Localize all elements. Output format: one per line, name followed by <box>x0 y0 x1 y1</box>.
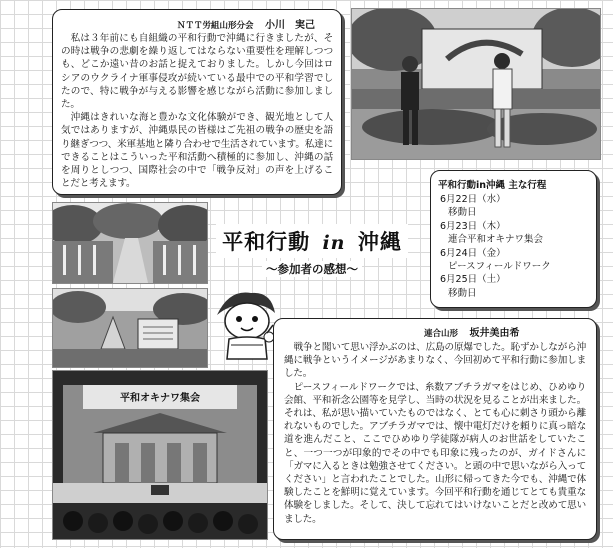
stage-banner-text: 平和オキナワ集会 <box>120 393 200 404</box>
paragraph: 戦争と聞いて思い浮かぶのは、広島の原爆でした。恥ずかしながら沖縄に戦争というイメージがあまりなく、今回初めて平和行動に参加しました。 <box>284 342 586 380</box>
memorial-photo-illustration <box>53 289 207 367</box>
article-box-sakai <box>273 318 597 540</box>
paragraph: 私は３年前にも自組織の平和行動で沖縄に行きましたが、その時は戦争の悲劇を繰り返してはならない重要性を理解しつつも、どこか遠い昔のお話と捉えておりました。しかし今回はロシアのウクライナ軍事侵攻が続いている最中での平和学習でしたので、特に戦争が与える影響を感じながら活動に参加しました。 <box>61 33 333 111</box>
headline-part: 沖縄 <box>357 229 402 254</box>
schedule-date: 6月22日（水） <box>440 194 506 205</box>
article-body-ogawa <box>61 32 333 190</box>
article-body-sakai <box>284 341 586 526</box>
headline-part: 平和行動 <box>222 229 311 254</box>
byline-sakai <box>424 324 520 339</box>
schedule-date: 6月25日（土） <box>440 274 506 286</box>
schedule-list <box>438 193 593 300</box>
photo-rally-stage <box>52 370 268 540</box>
headline-in: in <box>322 232 346 254</box>
schedule-event: 連合平和オキナワ集会 <box>448 234 544 246</box>
author-org: ＮＴＴ労組山形分会 <box>177 21 254 31</box>
byline-ogawa <box>177 16 315 31</box>
schedule-date: 6月23日（木） <box>440 220 506 232</box>
photo-memorial-stones <box>52 288 208 368</box>
schedule-box <box>430 170 597 308</box>
paragraph: ピースフィールドワークでは、糸数アブチラガマをはじめ、ひめゆり会館、平和祈念公園等を見学し、当時の状況を見ることが出来ました。それは、私が思い描いていたものではなく、とても心に刺さり頭から離れないものでした。アブチラガマでは、懐中電灯だけを頼りに真っ暗な道を進んだこと、ここでひめゆり学徒隊が病人のお世話をしていたこと、一つ一つが印象的でその中でも印象に残ったのが、ガイドさんに「ガマに入るときは勉強させてください。と頭の中で思いながら入ってください」と言われたことでした。山形に帰ってきた今でも、沖縄で体験したことを鮮明に覚えています。今回平和行動を通じてとても貴重な体験をしました。そして、決して忘れてはいけないことだと改めて思いました。 <box>284 381 586 525</box>
monument-photo-illustration <box>352 9 600 159</box>
photo-park-walkway <box>52 202 208 284</box>
paragraph: 沖縄はきれいな海と豊かな文化体験ができ、観光地として人気ではありますが、沖縄県民の皆様はご先祖の戦争の歴史を語り継ぎつつ、米軍基地と隣り合わせで生活されています。私達にできることはこういった平和活動へ積極的に参加し、沖縄の話を周りとしつつ、国際社会の中で「戦争反対」の声を上げることだと考えます。 <box>61 112 333 190</box>
schedule-event: 移動日 <box>448 287 477 299</box>
author-name: 小川 実己 <box>265 20 315 31</box>
author-org: 連合山形 <box>424 329 459 339</box>
headline-title <box>216 224 408 258</box>
photo-monument-visitors <box>351 8 601 160</box>
park-photo-illustration <box>53 203 207 283</box>
author-name: 坂井美由希 <box>469 328 520 339</box>
schedule-title: 平和行動in沖縄 主な行程 <box>438 180 547 191</box>
article-box-ogawa <box>52 9 342 195</box>
headline-block <box>212 224 412 284</box>
schedule-event: ピースフィールドワーク <box>448 261 551 273</box>
schedule-date: 6月24日（金） <box>440 247 506 259</box>
schedule-event: 移動日 <box>448 207 477 219</box>
headline-subtitle: ～参加者の感想～ <box>262 261 362 277</box>
